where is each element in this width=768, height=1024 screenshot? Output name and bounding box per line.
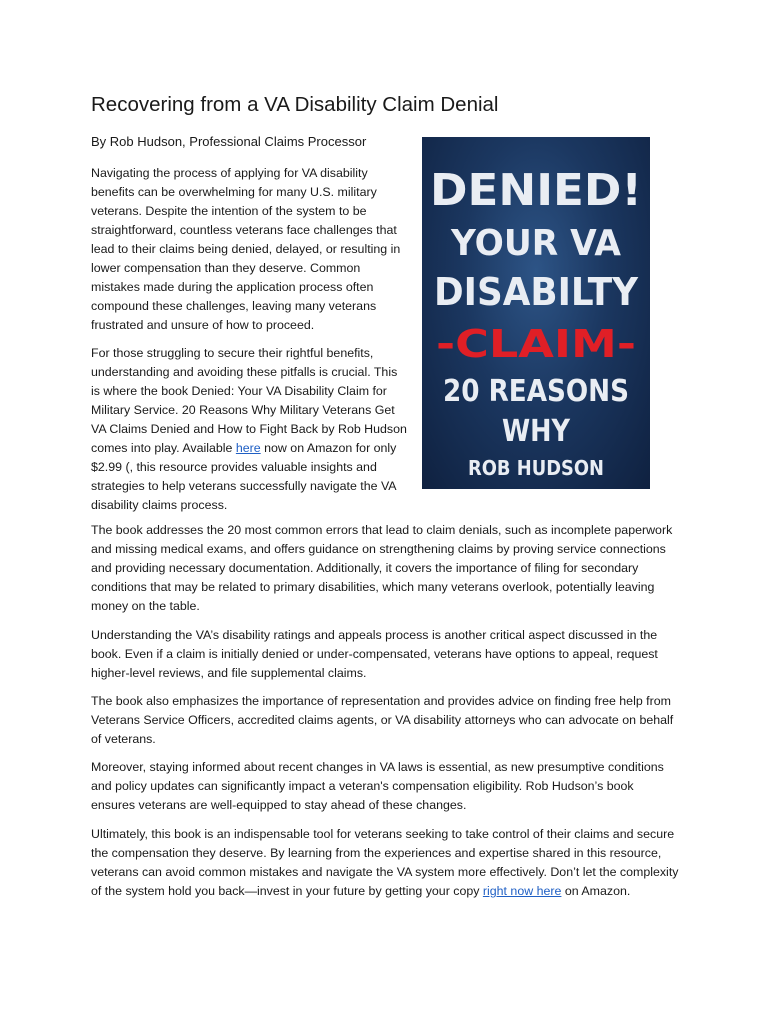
- cover-denied: DENIED!: [430, 165, 642, 216]
- cover-20-reasons: 20 REASONS: [443, 374, 629, 409]
- paragraph-book-intro: [91, 344, 407, 515]
- paragraph-common-errors: The book addresses the 20 most common errors that lead to claim denials, such as incomplete paperwork and missing medical exams, and offers guidance on strengthening claims by proving service connections and providing necessary documentation. Additionally, it covers the importance of filing for secondary conditions that may be related to primary disabilities, which many veterans overlook, potentially leaving money on the table.: [91, 523, 673, 613]
- here-link[interactable]: here: [235, 441, 261, 455]
- book-cover-image: [422, 137, 650, 489]
- paragraph-appeals: Understanding the VA’s disability ratings and appeals process is another critical aspect discussed in the book. Even if a claim is initially denied or under-compensated, veterans have options to appeal, request higher-level reviews, and file supplemental claims.: [91, 628, 658, 680]
- cover-disabilty: DISABILTY: [434, 270, 639, 314]
- paragraph-conclusion: [91, 825, 681, 901]
- paragraph-va-laws: Moreover, staying informed about recent changes in VA laws is essential, as new presumptive conditions and policy updates can significantly impact a veteran's compensation eligibility. Rob Hudson’s book ensures veterans are well-equipped to stay ahead of these changes.: [91, 760, 664, 812]
- cover-author: ROB HUDSON: [468, 456, 604, 480]
- paragraph-book-intro-text-end: now on Amazon for only $2.99 (, this resource provides valuable insights and strategies to help veterans successfully navigate the VA disability claims process.: [91, 441, 397, 512]
- paragraph-conclusion-text: Ultimately, this book is an indispensable tool for veterans seeking to take control of their claims and secure the compensation they deserve. By learning from the experiences and expertise shared in this resource, veterans can avoid common mistakes and navigate the VA system more effectively. Don’t let the complexity of the system hold you back—invest in your future by getting your copy: [91, 827, 679, 898]
- page-title: Recovering from a VA Disability Claim Denial: [91, 93, 499, 116]
- cover-claim: -CLAIM-: [436, 322, 636, 366]
- paragraph-intro: Navigating the process of applying for VA disability benefits can be overwhelming for many U.S. military veterans. Despite the intention of the system to be straightforward, countless veterans face challenges that lead to their claims being denied, delayed, or resulting in lower compensation than they deserve. Common mistakes made during the application process often compound these challenges, leaving many veterans frustrated and unsure of how to proceed.: [91, 166, 401, 332]
- cover-your-va: YOUR VA: [450, 223, 622, 264]
- byline: By Rob Hudson, Professional Claims Processor: [91, 134, 367, 149]
- book-cover-art: [422, 137, 650, 489]
- paragraph-conclusion-text-end: on Amazon.: [561, 884, 631, 898]
- paragraph-representation: The book also emphasizes the importance of representation and provides advice on finding free help from Veterans Service Officers, accredited claims agents, or VA disability attorneys who can advocate on behalf of veterans.: [91, 694, 674, 746]
- right-now-here-link[interactable]: right now here: [482, 884, 562, 898]
- cover-why: WHY: [502, 414, 572, 449]
- paragraph-book-intro-text: For those struggling to secure their rightful benefits, understanding and avoiding these pitfalls is crucial. This is where the book Denied: Your VA Disability Claim for Military Service. 20 Reasons Why Military Veterans Get VA Claims Denied and How to Fight Back by Rob Hudson comes into play. Available: [91, 346, 407, 455]
